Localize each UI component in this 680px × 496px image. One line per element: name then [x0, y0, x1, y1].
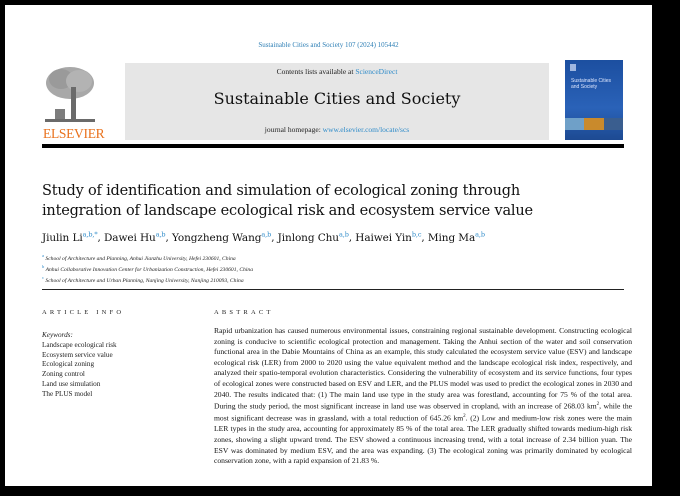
journal-banner	[125, 63, 549, 140]
abstract-body: Rapid urbanization has caused numerous environmental issues, constraining regional sustainable development. Constructing ecological zoning is conducive to scientific ecological protection and management. Taking the Anhui section of the water and soil conservation functional area in the Dabie Mountains of China as an example, this study calculated the ecosystem service value (ESV) and landscape ecological risk (LER) from 2000 to 2020 using the value equivalent method and the landscape ecological risk index, respectively, and analyzed their spatio-temporal evolution characteristics. Considering the vulnerability of ecosystem and its service functions, four types of ecological zones were constructed based on ESV and LER, and the PLUS model was used to predict the ecological zones in 2030 and 2040. The results indicated that: (1) The main land use type in the study area was forestland, accounting for 75 % of the total area. During the study period, the most significant increase in land use was observed in cropland, with an increase of 268.03 $km^2$, while the most significant decrease was in grassland, with a total reduction of 645.26 $km^2$. (2) Low and medium-low risk zones were the main LER types in the study area, accounting for approximately 85 % of the total area. The LER gradually shifted towards medium-high risk zones, showing a slight upward trend. The ESV showed a continuous increasing trend, with a total increase of 2.34 billion yuan. The ESV was dominated by medium ESV, and the area was expanding. (3) The ecological zoning was primarily dominated by ecological conservation zone, with a rapid expansion of 21.83 %.	[214, 326, 633, 466]
author[interactable]: Haiwei Yin$^{b,c}$	[355, 230, 422, 244]
keyword: Land use simulation	[42, 379, 101, 388]
keyword: Landscape ecological risk	[42, 341, 117, 349]
contents-line	[125, 67, 549, 76]
article-info-heading: ARTICLE INFO	[42, 309, 125, 316]
keyword: Zoning control	[42, 370, 85, 379]
cover-logo-icon	[570, 64, 576, 71]
keywords-label: Keywords:	[42, 331, 73, 339]
journal-homepage-link[interactable]: www.elsevier.com/locate/scs	[322, 125, 410, 134]
journal-cover-image[interactable]	[565, 60, 623, 140]
contents-prefix: Contents lists available at	[276, 67, 356, 76]
journal-title: Sustainable Cities and Society	[213, 89, 461, 108]
keyword: The PLUS model	[42, 389, 93, 398]
keyword: Ecosystem service value	[42, 350, 113, 359]
keyword: Ecological zoning	[42, 360, 95, 369]
cover-title: Sustainable Cities and Society	[571, 78, 612, 90]
author[interactable]: Jiulin $Li^{a,b,*}$	[42, 230, 98, 244]
affiliations	[42, 252, 253, 285]
sciencedirect-link[interactable]: ScienceDirect	[355, 67, 398, 76]
author[interactable]: Ming Ma$^{a,b}$	[427, 230, 485, 244]
elsevier-tree-icon	[43, 65, 97, 125]
journal-citation-link[interactable]: Sustainable Cities and Society 107 (2024) 105442	[258, 41, 399, 49]
affiliation: $^a$ School of Architecture and Planning, Anhui Jianzhu University, Hefei 230601, China	[42, 253, 236, 262]
abstract-heading: ABSTRACT	[214, 309, 274, 316]
homepage-prefix: journal homepage:	[264, 125, 323, 134]
header-divider	[42, 144, 624, 148]
affiliation: $^c$ School of Architecture and Urban Planning, Nanjing University, Nanjing 210093, China	[42, 275, 244, 285]
author[interactable]: Dawei Hu$^{a,b}$	[103, 230, 166, 244]
elsevier-wordmark: ELSEVIER	[43, 126, 105, 141]
article-title: Study of identification and simulation of ecological zoning through integration of landscape ecological risk and ecosystem service value	[42, 183, 533, 219]
article-page	[5, 5, 652, 486]
author[interactable]: Jinlong Chu$^{a,b}$	[277, 230, 349, 244]
affiliation: $^b$ Anhui Collaborative Innovation Center for Urbanization Construction, Hefei 230601, China	[42, 264, 253, 274]
cover-photo-strip	[565, 118, 623, 130]
author-list: Jiulin $Li^{a,b,*}$, Dawei Hu$^{a,b}$, Yongzheng Wang$^{a,b}$, Jinlong Chu$^{a,b}$, Haiwei Yin$^{b,c}$, Ming Ma$^{a,b}$	[42, 230, 485, 244]
homepage-line	[125, 125, 549, 134]
affiliations-divider	[42, 289, 624, 290]
elsevier-logo[interactable]	[43, 65, 105, 143]
keywords-list	[42, 341, 117, 399]
author[interactable]: Yongzheng Wang$^{a,b}$	[171, 230, 272, 244]
